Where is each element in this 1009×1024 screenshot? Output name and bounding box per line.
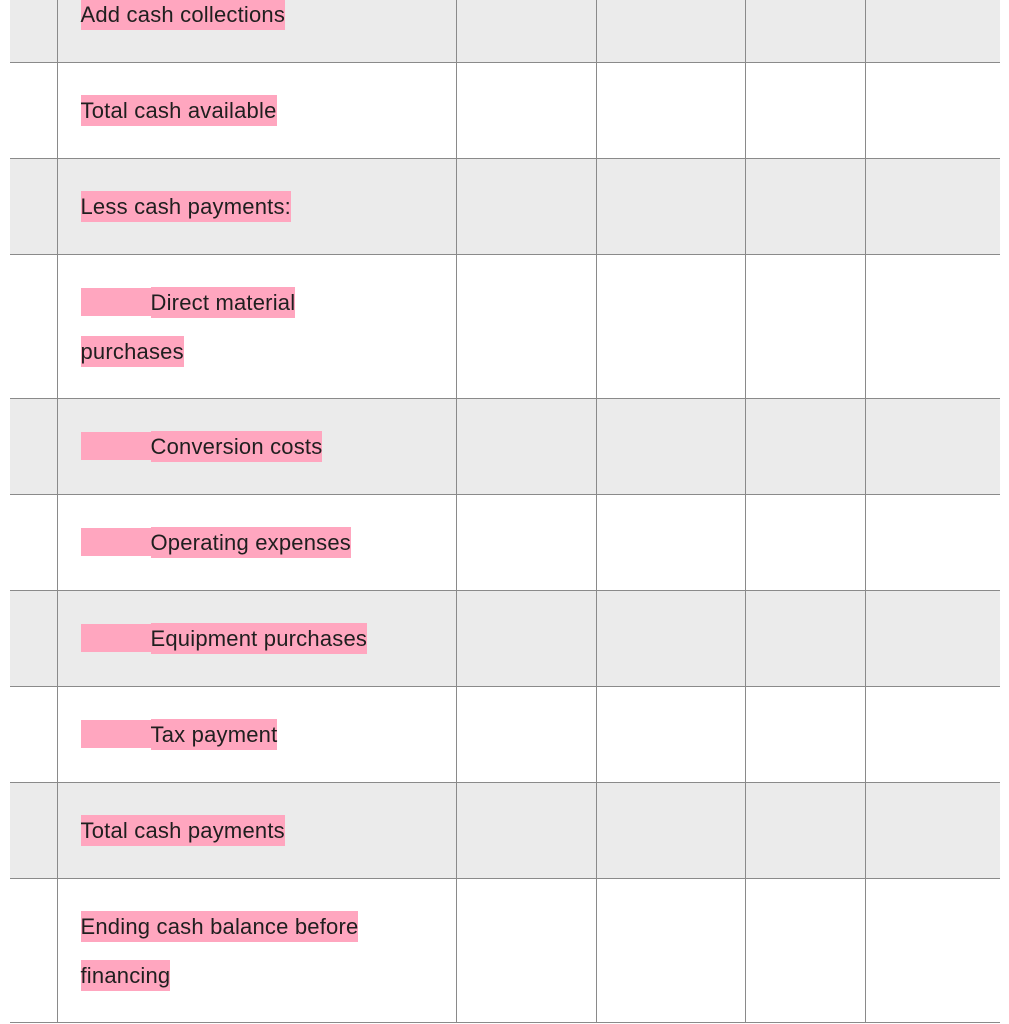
value-cell[interactable] bbox=[456, 399, 596, 495]
row-label: Direct material bbox=[151, 287, 296, 318]
value-cell[interactable] bbox=[456, 879, 596, 1023]
table-row bbox=[10, 879, 1000, 1023]
row-label-cell bbox=[57, 687, 456, 783]
value-cell[interactable] bbox=[456, 783, 596, 879]
row-label-cell bbox=[57, 0, 456, 63]
table-row bbox=[10, 0, 1000, 63]
row-label: Operating expenses bbox=[151, 527, 352, 558]
value-cell[interactable] bbox=[745, 591, 865, 687]
value-cell[interactable] bbox=[865, 879, 1000, 1023]
value-cell[interactable] bbox=[596, 159, 745, 255]
row-label-continuation: financing bbox=[81, 960, 171, 991]
row-index-cell bbox=[10, 879, 57, 1023]
table-row bbox=[10, 63, 1000, 159]
value-cell[interactable] bbox=[865, 0, 1000, 63]
value-cell[interactable] bbox=[865, 495, 1000, 591]
value-cell[interactable] bbox=[745, 0, 865, 63]
row-index-cell bbox=[10, 255, 57, 399]
row-label: Tax payment bbox=[151, 719, 278, 750]
table-row bbox=[10, 399, 1000, 495]
cash-budget-table bbox=[10, 0, 1000, 1023]
value-cell[interactable] bbox=[456, 591, 596, 687]
row-index-cell bbox=[10, 687, 57, 783]
value-cell[interactable] bbox=[596, 879, 745, 1023]
value-cell[interactable] bbox=[745, 879, 865, 1023]
row-label: Total cash available bbox=[81, 95, 277, 126]
value-cell[interactable] bbox=[596, 255, 745, 399]
row-label: Ending cash balance before bbox=[81, 911, 359, 942]
value-cell[interactable] bbox=[745, 783, 865, 879]
indent-spacer bbox=[81, 720, 151, 748]
row-index-cell bbox=[10, 63, 57, 159]
value-cell[interactable] bbox=[596, 63, 745, 159]
row-index-cell bbox=[10, 399, 57, 495]
table-row bbox=[10, 783, 1000, 879]
table-row bbox=[10, 495, 1000, 591]
row-label-cell bbox=[57, 783, 456, 879]
row-index-cell bbox=[10, 591, 57, 687]
row-label: Equipment purchases bbox=[151, 623, 368, 654]
indent-spacer bbox=[81, 288, 151, 316]
value-cell[interactable] bbox=[745, 399, 865, 495]
row-label-cell bbox=[57, 591, 456, 687]
value-cell[interactable] bbox=[596, 399, 745, 495]
table-row bbox=[10, 591, 1000, 687]
value-cell[interactable] bbox=[865, 63, 1000, 159]
value-cell[interactable] bbox=[745, 159, 865, 255]
value-cell[interactable] bbox=[865, 255, 1000, 399]
row-label: Total cash payments bbox=[81, 815, 285, 846]
value-cell[interactable] bbox=[745, 495, 865, 591]
value-cell[interactable] bbox=[456, 687, 596, 783]
value-cell[interactable] bbox=[865, 783, 1000, 879]
indent-spacer bbox=[81, 624, 151, 652]
value-cell[interactable] bbox=[745, 63, 865, 159]
value-cell[interactable] bbox=[456, 63, 596, 159]
row-label-cell bbox=[57, 159, 456, 255]
value-cell[interactable] bbox=[865, 591, 1000, 687]
value-cell[interactable] bbox=[456, 0, 596, 63]
value-cell[interactable] bbox=[865, 399, 1000, 495]
value-cell[interactable] bbox=[596, 0, 745, 63]
table-row bbox=[10, 255, 1000, 399]
row-label-cell bbox=[57, 399, 456, 495]
value-cell[interactable] bbox=[596, 783, 745, 879]
table-row bbox=[10, 687, 1000, 783]
table-row bbox=[10, 159, 1000, 255]
row-label-cell bbox=[57, 879, 456, 1023]
value-cell[interactable] bbox=[596, 495, 745, 591]
value-cell[interactable] bbox=[596, 591, 745, 687]
value-cell[interactable] bbox=[456, 255, 596, 399]
row-index-cell bbox=[10, 0, 57, 63]
value-cell[interactable] bbox=[745, 687, 865, 783]
row-label: Add cash collections bbox=[81, 0, 286, 30]
indent-spacer bbox=[81, 432, 151, 460]
value-cell[interactable] bbox=[596, 687, 745, 783]
value-cell[interactable] bbox=[865, 159, 1000, 255]
value-cell[interactable] bbox=[865, 687, 1000, 783]
row-label: Conversion costs bbox=[151, 431, 323, 462]
value-cell[interactable] bbox=[456, 495, 596, 591]
row-label-cell bbox=[57, 255, 456, 399]
row-label-cell bbox=[57, 495, 456, 591]
value-cell[interactable] bbox=[456, 159, 596, 255]
row-label: Less cash payments: bbox=[81, 191, 291, 222]
indent-spacer bbox=[81, 528, 151, 556]
row-index-cell bbox=[10, 159, 57, 255]
row-label-continuation: purchases bbox=[81, 336, 184, 367]
row-index-cell bbox=[10, 783, 57, 879]
row-label-cell bbox=[57, 63, 456, 159]
row-index-cell bbox=[10, 495, 57, 591]
value-cell[interactable] bbox=[745, 255, 865, 399]
